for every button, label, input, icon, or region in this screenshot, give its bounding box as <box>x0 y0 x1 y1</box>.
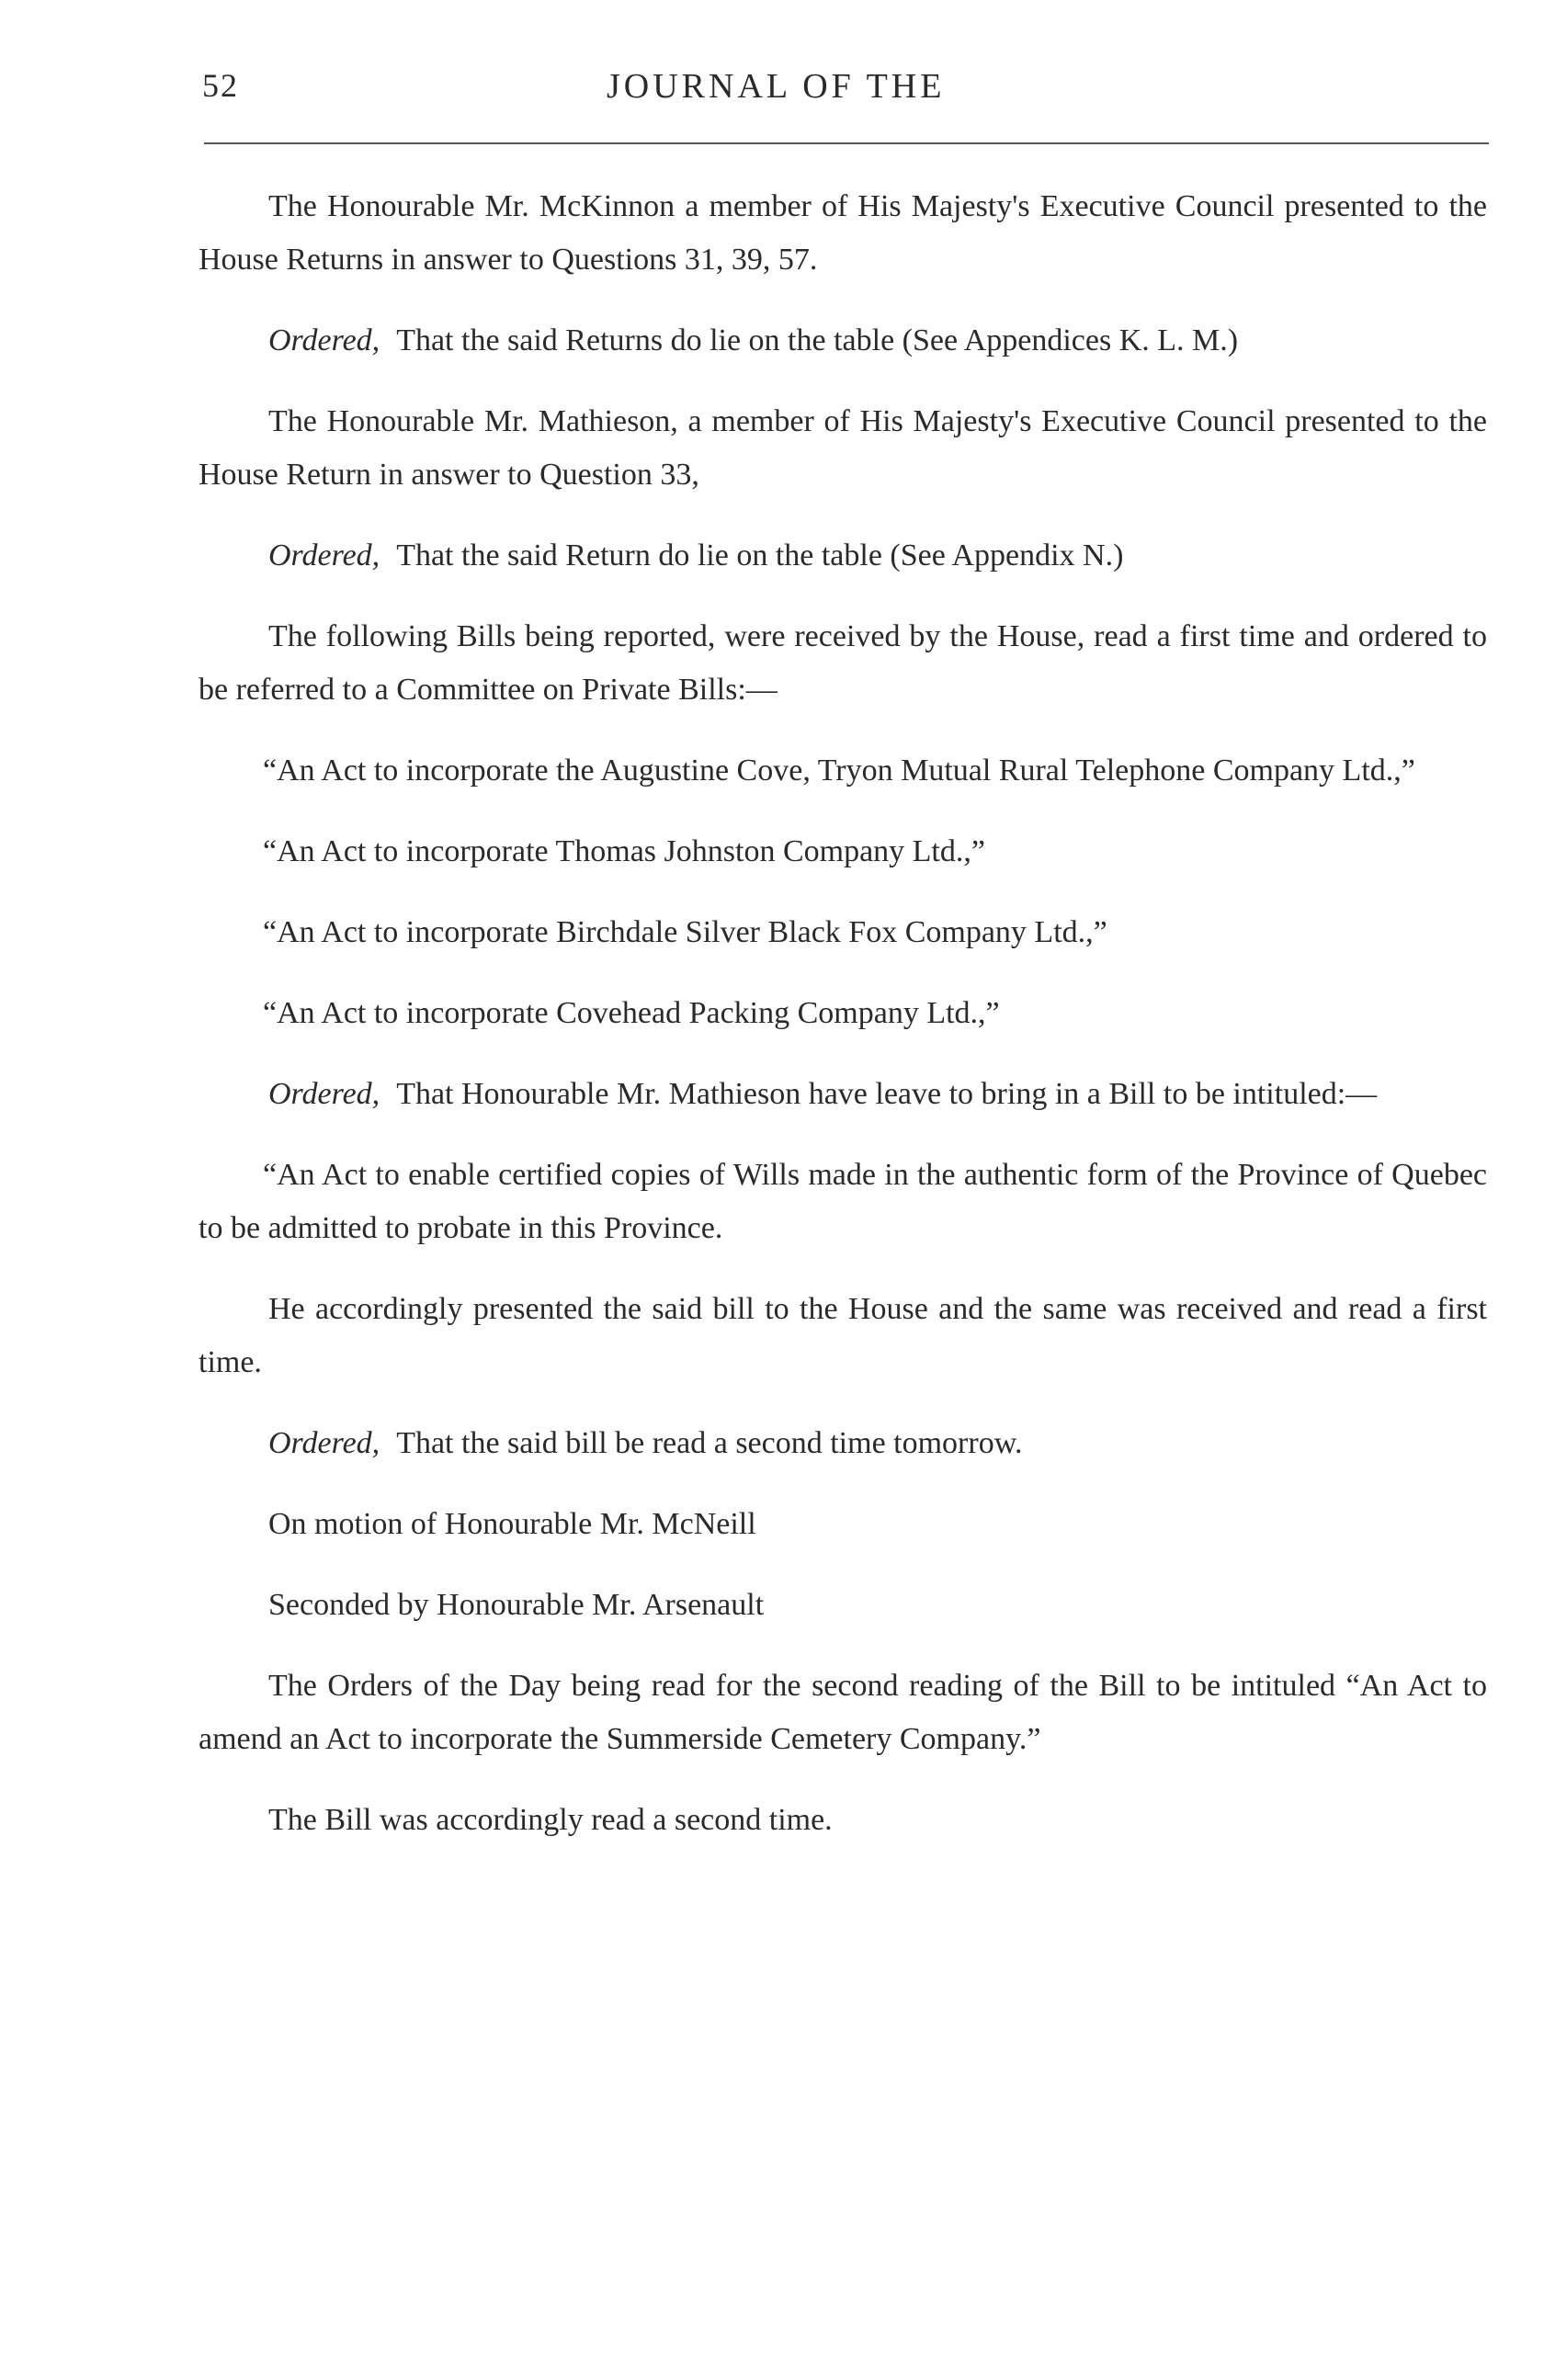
ordered-label: Ordered, <box>268 1426 380 1460</box>
ordered-label: Ordered, <box>268 538 380 572</box>
ordered-text: That the said Return do lie on the table (See Appendix N.) <box>396 538 1124 572</box>
bill-title-birchdale: “An Act to incorporate Birchdale Silver Black Fox Company Ltd.,” <box>263 915 1107 949</box>
paragraph-ordered-returns <box>199 314 1487 368</box>
paragraph-bill-presented: He accordingly presented the said bill to the House and the same was received and read a first time. <box>199 1292 1487 1379</box>
paragraph-motion: On motion of Honourable Mr. McNeill <box>268 1507 756 1541</box>
bill-title-covehead: “An Act to incorporate Covehead Packing Company Ltd.,” <box>263 996 1000 1030</box>
ordered-label: Ordered, <box>268 1077 380 1111</box>
paragraph-ordered-leave <box>199 1068 1487 1121</box>
paragraph-ordered-return <box>199 529 1487 583</box>
page-header <box>202 66 1489 130</box>
paragraph-bills-reported: The following Bills being reported, were received by the House, read a first time and ordered to be referred to a Committee on Private Bills:— <box>199 619 1487 707</box>
paragraph-second-reading: The Bill was accordingly read a second time. <box>268 1803 833 1837</box>
paragraph-orders-of-day: The Orders of the Day being read for the second reading of the Bill to be intituled “An Act to amend an Act to incorporate the Summerside Cemetery Company.” <box>199 1669 1487 1756</box>
running-head: JOURNAL OF THE <box>607 67 946 106</box>
ordered-label: Ordered, <box>268 323 380 357</box>
journal-body <box>199 180 1487 1875</box>
ordered-text: That the said Returns do lie on the table (See Appendices K. L. M.) <box>396 323 1239 357</box>
bill-title-augustine-cove: “An Act to incorporate the Augustine Cove, Tryon Mutual Rural Telephone Company Ltd.,” <box>263 754 1415 788</box>
page-number: 52 <box>202 67 239 104</box>
paragraph-return-presented: The Honourable Mr. Mathieson, a member of His Majesty's Executive Council presented to the House Return in answer to Question 33, <box>199 404 1487 492</box>
ordered-text: That Honourable Mr. Mathieson have leave to bring in a Bill to be intituled:— <box>396 1077 1378 1111</box>
paragraph-seconded: Seconded by Honourable Mr. Arsenault <box>268 1588 765 1622</box>
paragraph-ordered-second-reading <box>199 1417 1487 1470</box>
header-rule <box>204 142 1489 144</box>
bill-title-thomas-johnston: “An Act to incorporate Thomas Johnston Company Ltd.,” <box>263 834 985 868</box>
bill-title-quebec-wills: “An Act to enable certified copies of Wills made in the authentic form of the Province of Quebec to be admitted to probate in this Province. <box>199 1158 1487 1245</box>
ordered-text: That the said bill be read a second time tomorrow. <box>396 1426 1023 1460</box>
paragraph-returns-presented: The Honourable Mr. McKinnon a member of His Majesty's Executive Council presented to the House Returns in answer to Questions 31, 39, 57. <box>199 189 1487 277</box>
